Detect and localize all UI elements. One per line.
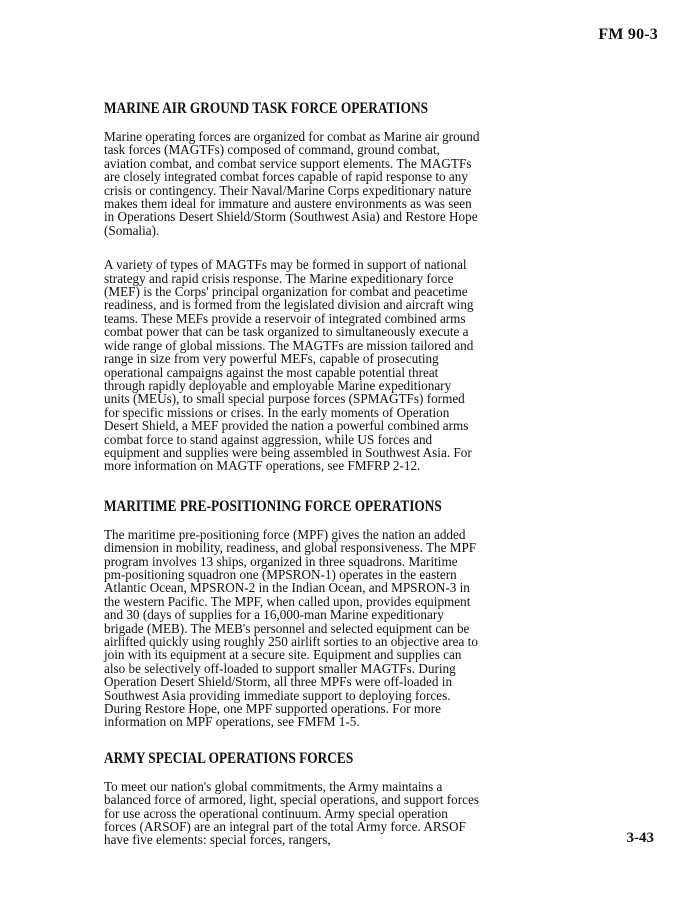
section-heading: MARITIME PRE-POSITIONING FORCE OPERATIONS: [104, 497, 442, 515]
paragraph: Marine operating forces are organized for combat as Marine air ground task forces (MAGTFs) composed of command, ground combat, aviation combat, and combat service support elements. The MAGTFs are closely integrated combat forces capable of rapid response to any crisis or contingency. Their Naval/Marine Corps expeditionary nature makes them ideal for immature and austere environments as was seen in Operations Desert Shield/Storm (Southwest Asia) and Restore Hope (Somalia).: [104, 129, 480, 238]
section-army-special-ops: [104, 750, 480, 847]
document-id: FM 90-3: [598, 26, 658, 43]
paragraph: A variety of types of MAGTFs may be formed in support of national strategy and rapid crisis response. The Marine expeditionary force (MEF) is the Corps' principal organization for combat and peacetime readiness, and is formed from the legislated division and aircraft wing teams. These MEFs provide a reservoir of integrated combined arms combat power that can be task organized to simultaneously execute a wide range of global missions. The MAGTFs are mission tailored and range in size from very powerful MEFs, capable of prosecuting operational campaigns against the most capable potential threat through rapidly deployable and employable Marine expeditionary units (MEUs), to small special purpose forces (SPMAGTFs) formed for specific missions or crises. In the early moments of Operation Desert Shield, a MEF provided the nation a powerful combined arms combat force to stand against aggression, while US forces and equipment and supplies were being assembled in Southwest Asia. For more information on MAGTF operations, see FMFRP 2-12.: [104, 257, 474, 474]
section-marine-air-ground: [104, 100, 480, 473]
section-heading: ARMY SPECIAL OPERATIONS FORCES: [104, 749, 354, 767]
paragraph: The maritime pre-positioning force (MPF) gives the nation an added dimension in mobility, readiness, and global responsiveness. The MPF program involves 13 ships, organized in three squadrons. Maritime pm-positioning squadron one (MPSRON-1) operates in the eastern Atlantic Ocean, MPSRON-2 in the Indian Ocean, and MPSRON-3 in the western Pacific. The MPF, when called upon, provides equipment and 30 (days of supplies for a 16,000-man Marine expeditionary brigade (MEB). The MEB's personnel and selected equipment can be airlifted quickly using roughly 250 airlift sorties to an objective area to join with its equipment at a secure site. Equipment and supplies can also be selectively off-loaded to support smaller MAGTFs. During Operation Desert Shield/Storm, all three MPFs were off-loaded in Southwest Asia providing immediate support to deploying forces. During Restore Hope, one MPF supported operations. For more information on MPF operations, see FMFM 1-5.: [104, 526, 478, 730]
page-number: 3-43: [626, 830, 654, 846]
page-body: [104, 100, 480, 860]
paragraph: To meet our nation's global commitments, the Army maintains a balanced force of armored, light, special operations, and support forces for use across the operational continuum. Army special operation forces (ARSOF) are an integral part of the total Army force. ARSOF have five elements: special forces, rangers,: [104, 778, 479, 848]
section-maritime-prepositioning: [104, 498, 480, 729]
section-heading: MARINE AIR GROUND TASK FORCE OPERATIONS: [104, 100, 429, 117]
